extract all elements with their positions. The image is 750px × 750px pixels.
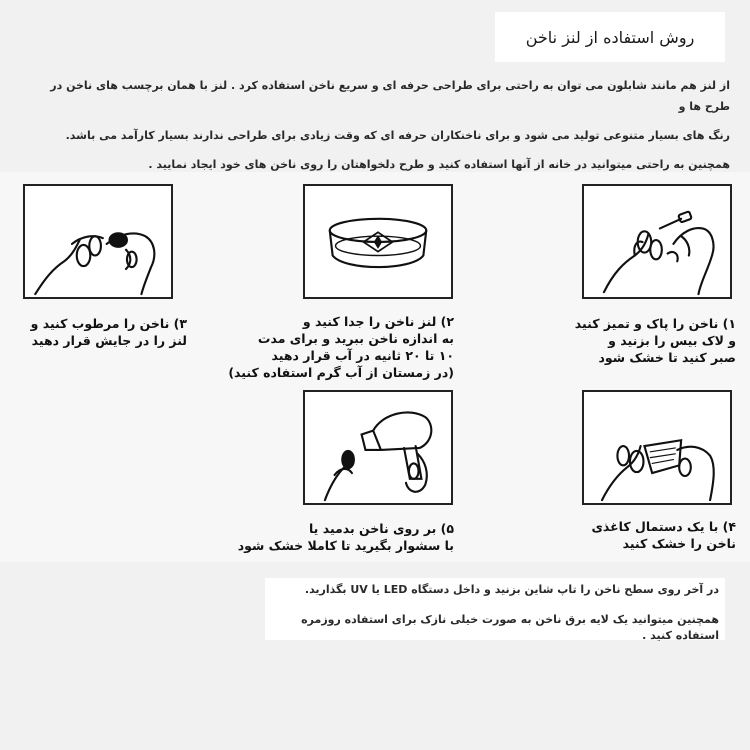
step-line: و لاک بیس را بزنید و bbox=[608, 333, 736, 348]
intro-text bbox=[40, 75, 730, 183]
footer-line: همچنین میتوانید یک لایه برق ناخن به صورت خیلی نازک برای استفاده روزمره استفاده کنید . bbox=[301, 613, 719, 642]
step4-illustration bbox=[582, 390, 732, 505]
intro-line: همچنین به راحتی میتوانید در خانه از آنها استفاده کنید و طرح دلخواهتان را روی ناخن های خود ایجاد نمایید . bbox=[148, 158, 730, 171]
step-line: ۱) ناخن را پاک و تمیز کنید bbox=[574, 316, 736, 331]
step-line: (در زمستان از آب گرم استفاده کنید) bbox=[228, 365, 454, 380]
step-line: ۲) لنز ناخن را جدا کنید و bbox=[302, 314, 454, 329]
step-line: ۱۰ تا ۲۰ ثانیه در آب قرار دهید bbox=[271, 348, 454, 363]
hand-tissue-icon bbox=[584, 392, 730, 503]
intro-line: رنگ های بسیار متنوعی تولید می شود و برای ناخنکاران حرفه ای که وقت زیادی برای طراحی ندارند بسیار کارآمد می باشد. bbox=[65, 129, 730, 142]
step-line: با سشوار بگیرید تا کاملا خشک شود bbox=[237, 538, 454, 553]
step5-illustration bbox=[303, 390, 453, 505]
step2-illustration bbox=[303, 184, 453, 299]
step2-text bbox=[228, 313, 454, 381]
footer-text bbox=[265, 578, 725, 640]
step-line: صبر کنید تا خشک شود bbox=[598, 350, 736, 365]
hand-lens-icon bbox=[25, 186, 171, 297]
hand-brush-icon bbox=[584, 186, 730, 297]
step1-text bbox=[575, 315, 736, 366]
step-line: به اندازه ناخن ببرید و برای مدت bbox=[257, 331, 454, 346]
page-title: روش استفاده از لنز ناخن bbox=[495, 12, 725, 62]
step3-text bbox=[31, 315, 187, 349]
step-line: لنز را در جایش قرار دهید bbox=[31, 333, 187, 348]
step-line: ناخن را خشک کنید bbox=[622, 536, 736, 551]
intro-line: از لنز هم مانند شابلون می توان به راحتی برای طراحی حرفه ای و سریع ناخن استفاده کرد . لنز با همان برچسب های ناخن در طرح ها و bbox=[50, 79, 730, 113]
step-line: ۳) ناخن را مرطوب کنید و bbox=[30, 316, 187, 331]
step1-illustration bbox=[582, 184, 732, 299]
step4-text bbox=[591, 518, 736, 552]
step-line: ۴) با یک دستمال کاغذی bbox=[591, 519, 736, 534]
hair-dryer-icon bbox=[305, 392, 451, 503]
step3-illustration bbox=[23, 184, 173, 299]
footer-line: در آخر روی سطح ناخن را تاپ شاین بزنید و داخل دستگاه LED یا UV بگذارید. bbox=[304, 583, 719, 596]
water-bowl-icon bbox=[305, 186, 451, 297]
step-line: ۵) بر روی ناخن بدمید یا bbox=[308, 521, 454, 536]
step5-text bbox=[238, 520, 454, 554]
